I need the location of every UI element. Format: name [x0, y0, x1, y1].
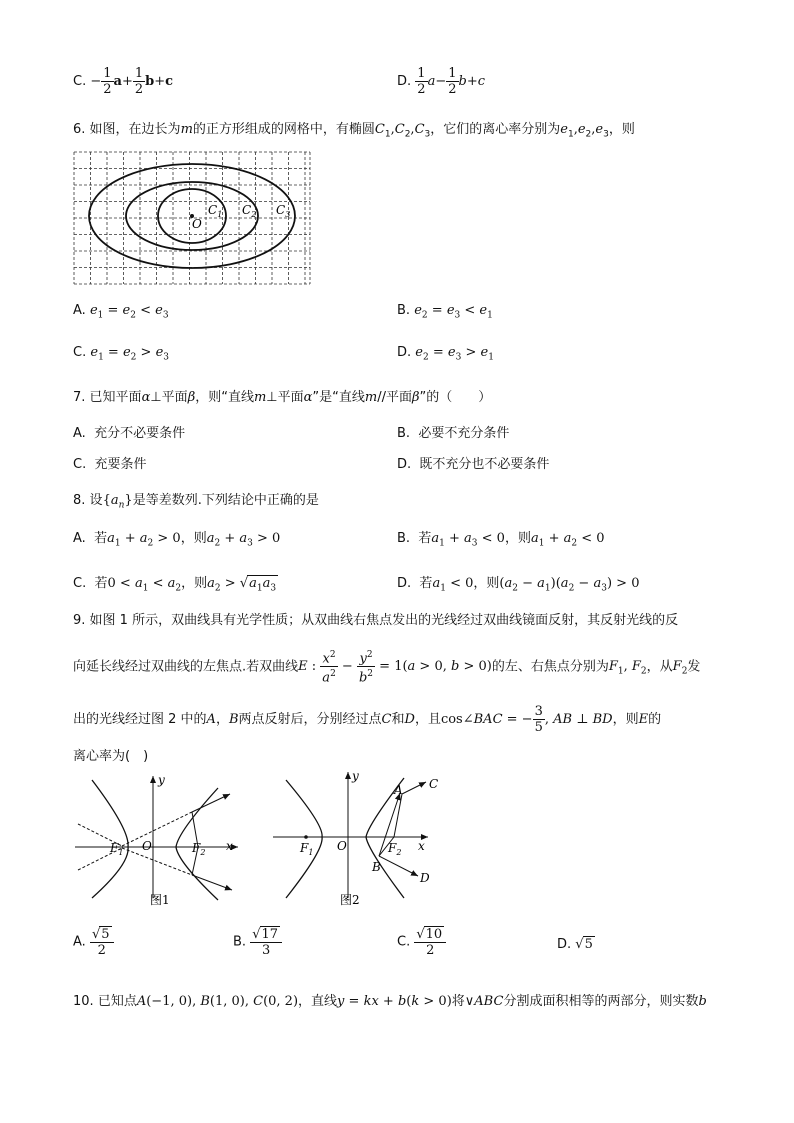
label-c: C	[429, 777, 438, 791]
q6-option-a-expr: $e_1 = e_2 < e_3$	[89, 303, 169, 321]
ray-bd	[379, 856, 418, 876]
label-y: y	[352, 770, 359, 783]
q8-option-c: C. 若$0 < a_1 < a_2$，则$a_2 > √a_1a_3$	[73, 576, 277, 594]
q9-figure-1	[70, 770, 245, 910]
q5-option-c: C. − $\frac{1}{2}$ a+ $\frac{1}{2}$ b+c	[73, 66, 174, 97]
label-f2: $F_2$	[192, 841, 206, 857]
figure-1-caption: 图1	[150, 893, 170, 907]
q5-option-d-expr: $\frac{1}{2}$ a− $\frac{1}{2}$ b+c	[417, 66, 486, 97]
q6-option-d-expr: $e_2 = e_3 > e_1$	[415, 345, 494, 363]
label-o: O	[337, 839, 347, 853]
q9-option-c: C. $\frac{√10}{2}$	[397, 926, 446, 958]
label-c1: $C_1$	[208, 203, 223, 219]
reflected-down	[192, 875, 232, 890]
q7-option-a: A. 充分不必要条件	[73, 426, 186, 441]
label-c3: $C_3$	[276, 203, 291, 219]
q6-stem: 6. 如图，在边长为m的正方形组成的网格中，有椭圆$C_1,C_2,C_3$，它们的离心率分别为$e_1,e_2,e_3$，则	[73, 122, 635, 140]
q6-ellipse-grid-figure	[72, 150, 312, 286]
label-x: x	[226, 839, 233, 853]
q7-option-d: D. 既不充分也不必要条件	[397, 457, 550, 472]
label-f1: $F_1$	[110, 841, 124, 857]
q6-option-b-expr: $e_2 = e_3 < e_1$	[414, 303, 493, 321]
label-c2: $C_2$	[242, 203, 257, 219]
q10-stem: 10. 已知点A(−1, 0), B(1, 0), C(0, 2)，直线y = kx + b(k > 0)将∨ABC分割成面积相等的两部分，则实数b	[73, 994, 707, 1009]
q9-line3: 出的光线经过图 2 中的A，B两点反射后，分别经过点C和D，且cos∠BAC = − $\frac{3}{5}$ , AB ⊥ BD，则E的	[73, 704, 662, 735]
q8-option-b: B. 若$a_1 + a_3 < 0$，则$a_1 + a_2 < 0$	[397, 531, 605, 549]
q5-option-d: D. $\frac{1}{2}$ a− $\frac{1}{2}$ b+c	[397, 66, 486, 97]
q9-line2: 向延长线经过双曲线的左焦点.若双曲线E : $\frac{x^2}{a^2}$ − $\frac{y^2}{b^2}$ = 1(a > 0, b > 0)的左、右焦点分别为$F_1$, $F_2$，从$F_2$发	[73, 650, 701, 686]
q9-line1: 9. 如图 1 所示，双曲线具有光学性质；从双曲线右焦点发出的光线经过双曲线镜面反射，其反射光线的反	[73, 613, 679, 628]
q6-option-c: C. $e_1 = e_2 > e_3$	[73, 345, 170, 363]
figure-2-caption: 图2	[340, 893, 360, 907]
label-o: O	[192, 217, 202, 231]
label-f1: $F_1$	[300, 841, 314, 857]
q7-option-b: B. 必要不充分条件	[397, 426, 510, 441]
label-y: y	[158, 773, 165, 787]
label-f2: $F_2$	[388, 841, 402, 857]
q6-option-d: D. $e_2 = e_3 > e_1$	[397, 345, 494, 363]
q9-option-a: A. $\frac{√5}{2}$	[73, 926, 114, 958]
label-a: A	[394, 783, 403, 797]
q7-option-c: C. 充要条件	[73, 457, 147, 472]
q8-option-d: D. 若$a_1 < 0$，则$(a_2 - a_1)(a_2 - a_3) > 0$	[397, 576, 640, 594]
label-x: x	[418, 839, 425, 853]
q6-option-a: A. $e_1 = e_2 < e_3$	[73, 303, 169, 321]
q9-option-b: B. $\frac{√17}{3}$	[233, 926, 282, 958]
q6-option-c-expr: $e_1 = e_2 > e_3$	[90, 345, 170, 363]
q8-option-a: A. 若$a_1 + a_2 > 0$，则$a_2 + a_3 > 0$	[73, 531, 281, 549]
label-d: D	[420, 871, 430, 885]
q8-stem: 8. 设$\{a_n\}$是等差数列.下列结论中正确的是	[73, 493, 319, 511]
label-b: B	[372, 860, 381, 874]
left-branch	[92, 780, 128, 898]
q9-line4: 离心率为( )	[73, 749, 149, 764]
ray-ac	[402, 782, 426, 794]
q9-option-d: D. √5	[557, 937, 593, 952]
q9-figure-2	[268, 770, 438, 910]
q5-option-c-expr: − $\frac{1}{2}$ a+ $\frac{1}{2}$ b+c	[90, 66, 174, 97]
q7-stem: 7. 已知平面α⊥平面β，则“直线m⊥平面α”是“直线m//平面β”的（ ）	[73, 390, 492, 405]
label-o: O	[142, 839, 152, 853]
q6-option-b: B. $e_2 = e_3 < e_1$	[397, 303, 493, 321]
left-branch	[286, 780, 322, 898]
